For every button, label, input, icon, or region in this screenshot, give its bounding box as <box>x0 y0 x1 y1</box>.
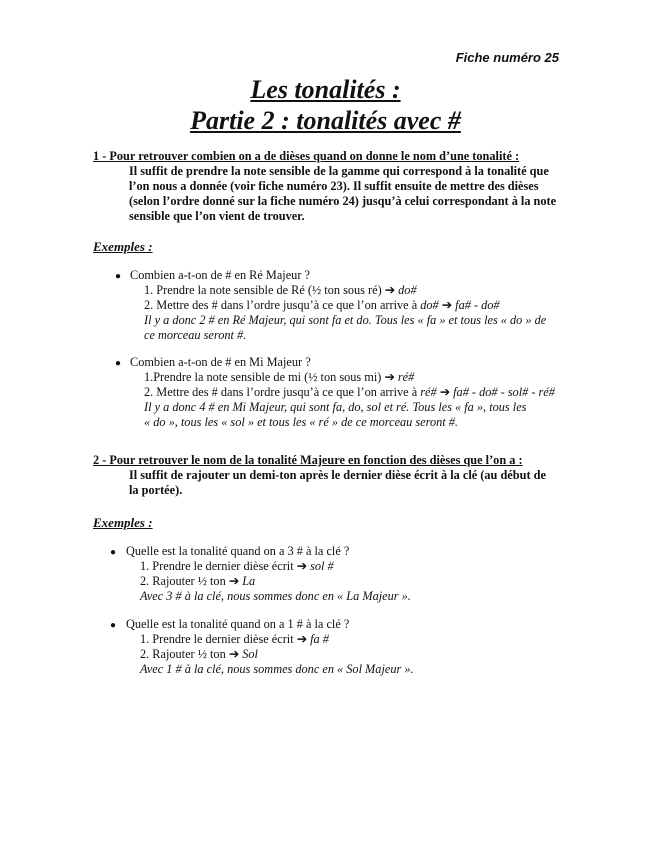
example2-conclusion-line1: Il y a donc 4 # en Mi Majeur, qui sont fa, do, sol et ré. Tous les « fa », tous les <box>144 400 527 414</box>
bullet-icon: ● <box>110 620 117 631</box>
example3-conclusion: Avec 3 # à la clé, nous sommes donc en « La Majeur ». <box>140 589 411 603</box>
arrow-right-icon: ➔ <box>441 298 453 312</box>
example1-step1: 1. Prendre la note sensible de Ré (½ ton sous ré) ➔ do# <box>144 283 417 297</box>
arrow-right-icon: ➔ <box>384 370 395 384</box>
example1-question: Combien a-t-on de # en Ré Majeur ? <box>130 268 310 282</box>
example4-step2: 2. Rajouter ½ ton ➔ Sol <box>140 647 258 661</box>
bullet-icon: ● <box>115 271 122 282</box>
example1-conclusion-line2: ce morceau seront #. <box>144 328 247 342</box>
section1-heading: 1 - Pour retrouver combien on a de dièses quand on donne le nom d’une tonalité : <box>93 149 520 163</box>
example3-step2: 2. Rajouter ½ ton ➔ La <box>140 574 256 588</box>
arrow-right-icon: ➔ <box>296 559 308 573</box>
example1-conclusion-line1: Il y a donc 2 # en Ré Majeur, qui sont fa et do. Tous les « fa » et tous les « do » de <box>144 313 547 327</box>
arrow-right-icon: ➔ <box>296 632 308 646</box>
page-title-line2: Partie 2 : tonalités avec # <box>190 106 461 135</box>
example3-question: Quelle est la tonalité quand on a 3 # à la clé ? <box>126 544 350 558</box>
fiche-number: Fiche numéro 25 <box>455 50 559 65</box>
section2-text-line2: la portée). <box>129 483 183 497</box>
section2-text-line1: Il suffit de rajouter un demi-ton après le dernier dièse écrit à la clé (au début de <box>129 468 546 482</box>
bullet-icon: ● <box>115 358 122 369</box>
arrow-right-icon: ➔ <box>439 385 451 399</box>
section2-heading: 2 - Pour retrouver le nom de la tonalité Majeure en fonction des dièses que l’on a : <box>93 453 523 467</box>
section1-text-line3: (selon l’ordre donné sur la fiche numéro 24) jusqu’à celui correspondant à la note <box>129 194 557 208</box>
page-title-line1: Les tonalités : <box>250 75 401 104</box>
example3-step1: 1. Prendre le dernier dièse écrit ➔ sol # <box>140 559 334 573</box>
example4-conclusion: Avec 1 # à la clé, nous sommes donc en « Sol Majeur ». <box>140 662 414 676</box>
example2-question: Combien a-t-on de # en Mi Majeur ? <box>130 355 311 369</box>
example2-conclusion-line2: « do », tous les « sol » et tous les « ré » de ce morceau seront #. <box>144 415 458 429</box>
arrow-right-icon: ➔ <box>228 647 240 661</box>
example2-step1: 1.Prendre la note sensible de mi (½ ton sous mi) ➔ ré# <box>144 370 415 384</box>
section1-text-line2: l’on nous a donnée (voir fiche numéro 23). Il suffit ensuite de mettre des dièses <box>129 179 539 193</box>
example4-question: Quelle est la tonalité quand on a 1 # à la clé ? <box>126 617 350 631</box>
section2-examples-label: Exemples : <box>93 515 153 530</box>
example2-step2: 2. Mettre des # dans l’ordre jusqu’à ce que l’on arrive à ré# ➔ fa# - do# - sol# - ré# <box>144 385 555 399</box>
example4-step1: 1. Prendre le dernier dièse écrit ➔ fa # <box>140 632 329 646</box>
example1-step2: 2. Mettre des # dans l’ordre jusqu’à ce que l’on arrive à do# ➔ fa# - do# <box>144 298 500 312</box>
section1-text-line4: sensible que l’on vient de trouver. <box>129 209 305 223</box>
bullet-icon: ● <box>110 547 117 558</box>
section1-examples-label: Exemples : <box>93 239 153 254</box>
arrow-right-icon: ➔ <box>228 574 240 588</box>
section1-text-line1: Il suffit de prendre la note sensible de la gamme qui correspond à la tonalité que <box>129 164 549 178</box>
arrow-right-icon: ➔ <box>384 283 396 297</box>
